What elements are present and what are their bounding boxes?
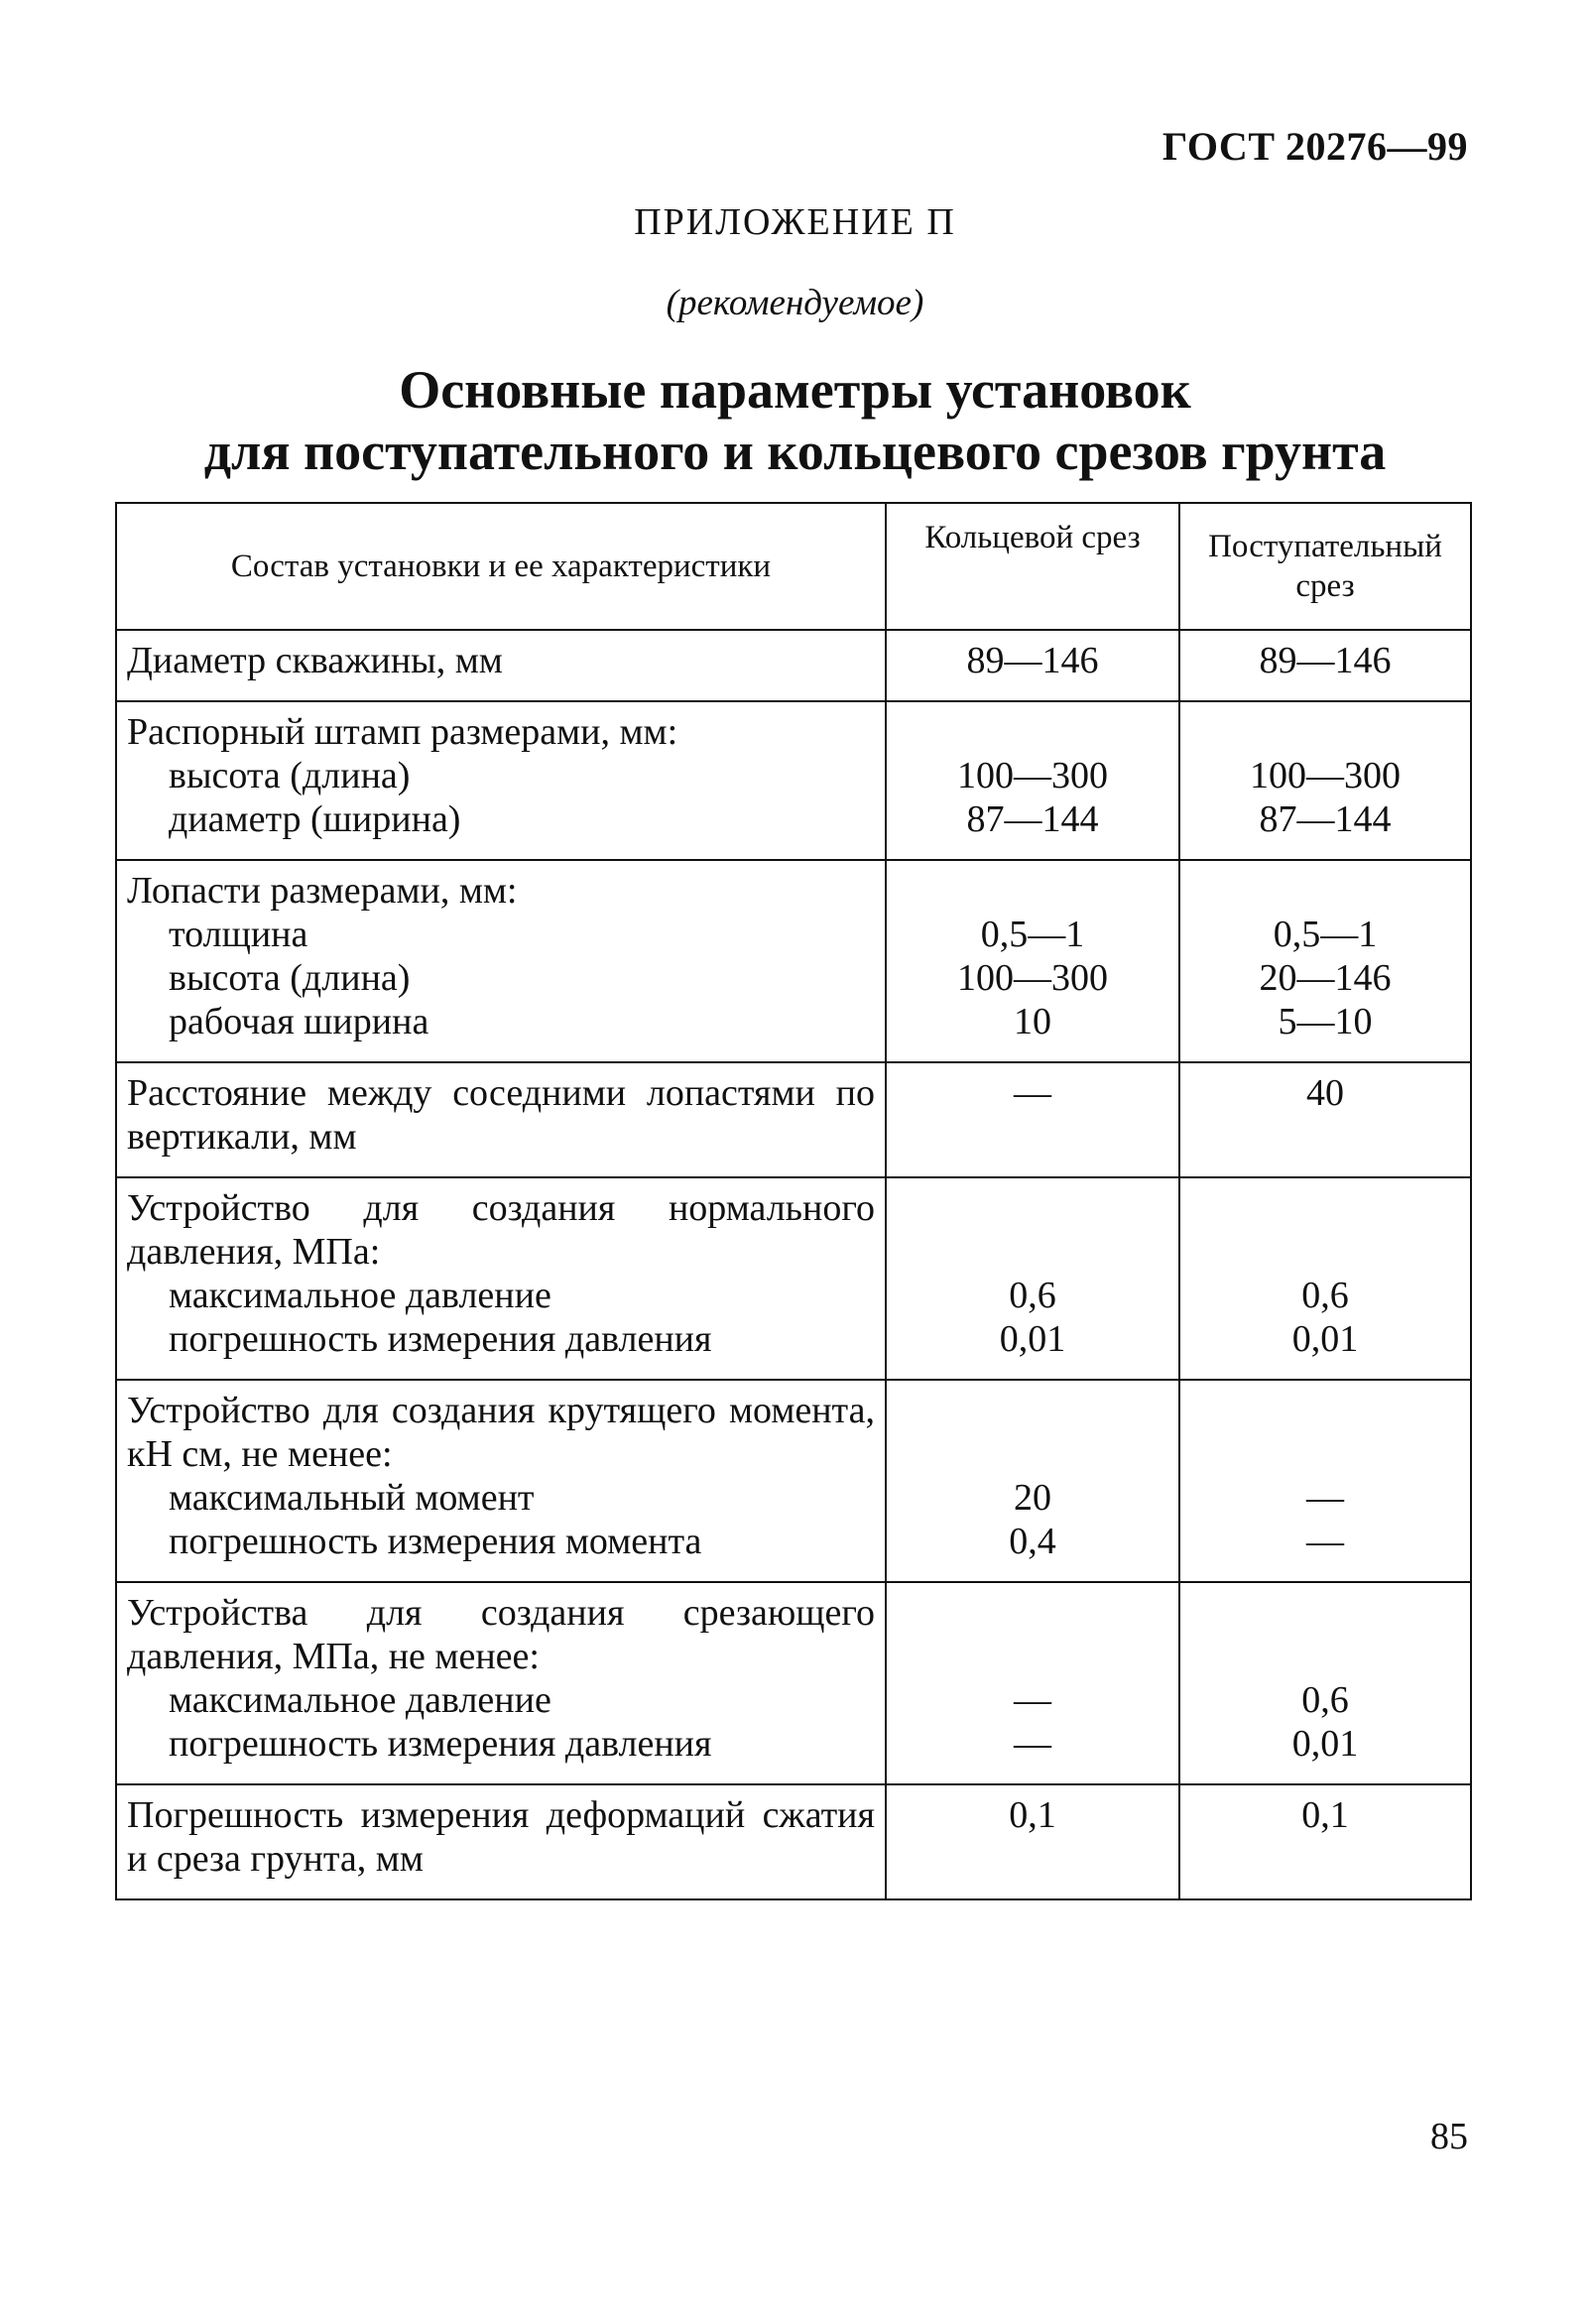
- value-text: —: [1306, 1477, 1344, 1519]
- sub-parameter-name: погрешность измерения давления: [169, 1723, 712, 1765]
- value-text: 87—144: [1259, 798, 1392, 840]
- sub-parameter-name: диаметр (ширина): [169, 798, 461, 840]
- ring-shear-cell: [886, 1784, 1179, 1899]
- sub-parameter-name: максимальное давление: [169, 1679, 551, 1721]
- parameter-cell: [116, 1784, 886, 1899]
- value-text: [893, 1591, 1172, 1678]
- title-line-1: Основные параметры установок: [399, 360, 1191, 420]
- value-text: 0,6: [1301, 1679, 1349, 1721]
- translational-shear-cell: [1179, 1582, 1471, 1784]
- title-line-2: для поступательного и кольцевого срезов грунта: [203, 422, 1387, 481]
- value-text: 0,4: [1009, 1521, 1056, 1562]
- value-text: [1186, 1591, 1464, 1678]
- page-title: [0, 359, 1590, 482]
- table-row: [116, 1582, 1471, 1784]
- ring-shear-cell: [886, 860, 1179, 1062]
- sub-parameter-name: высота (длина): [169, 755, 411, 796]
- header-ring-shear: Кольцевой срез: [886, 503, 1179, 630]
- ring-shear-cell: [886, 1380, 1179, 1582]
- value-text: [1186, 1186, 1464, 1274]
- translational-shear-cell: [1179, 860, 1471, 1062]
- appendix-label: ПРИЛОЖЕНИЕ П: [634, 201, 956, 243]
- value-text: 0,01: [1291, 1723, 1359, 1765]
- table-row: [116, 1784, 1471, 1899]
- sub-parameter-name: высота (длина): [169, 957, 411, 999]
- appendix-kind: (рекомендуемое): [666, 283, 924, 323]
- value-text: —: [1306, 1521, 1344, 1562]
- table-header-row: [116, 503, 1471, 630]
- parameter-name: Погрешность измерения деформаций сжатия и среза грунта, мм: [127, 1794, 875, 1880]
- value-text: 0,6: [1301, 1275, 1349, 1316]
- parameter-cell: [116, 630, 886, 701]
- value-text: 5—10: [1278, 1001, 1373, 1042]
- value-text: [893, 869, 1172, 913]
- value-text: 0,5—1: [980, 914, 1085, 955]
- table-row: [116, 1177, 1471, 1380]
- ring-shear-cell: [886, 630, 1179, 701]
- value-text: 100—300: [957, 957, 1108, 999]
- value-text: 0,1: [1009, 1794, 1056, 1836]
- parameter-name: Устройство для создания крутящего момента, кН см, не менее:: [127, 1390, 875, 1475]
- parameter-cell: [116, 860, 886, 1062]
- value-text: [893, 710, 1172, 754]
- translational-shear-cell: [1179, 701, 1471, 860]
- value-text: [1186, 869, 1464, 913]
- parameter-cell: [116, 701, 886, 860]
- value-text: 100—300: [957, 755, 1108, 796]
- parameter-name: Распорный штамп размерами, мм:: [127, 711, 678, 753]
- translational-shear-cell: [1179, 1784, 1471, 1899]
- table-row: [116, 701, 1471, 860]
- value-text: 10: [1014, 1001, 1051, 1042]
- translational-shear-cell: [1179, 1380, 1471, 1582]
- ring-shear-cell: [886, 1177, 1179, 1380]
- sub-parameter-name: толщина: [169, 914, 308, 955]
- value-text: —: [1014, 1723, 1051, 1765]
- parameter-name: Устройство для создания нормального давления, МПа:: [127, 1187, 875, 1273]
- value-text: 0,5—1: [1273, 914, 1378, 955]
- value-text: —: [1014, 1679, 1051, 1721]
- value-text: 87—144: [966, 798, 1099, 840]
- value-text: 89—146: [966, 640, 1099, 681]
- value-text: [893, 1186, 1172, 1274]
- parameter-name: Диаметр скважины, мм: [127, 640, 503, 681]
- sub-parameter-name: рабочая ширина: [169, 1001, 429, 1042]
- value-text: 20—146: [1259, 957, 1392, 999]
- value-text: [1186, 1389, 1464, 1476]
- value-text: [893, 1389, 1172, 1476]
- value-text: 0,01: [999, 1318, 1066, 1360]
- parameter-cell: [116, 1582, 886, 1784]
- sub-parameter-name: максимальное давление: [169, 1275, 551, 1316]
- parameters-table: [115, 502, 1472, 1900]
- table-row: [116, 630, 1471, 701]
- translational-shear-cell: [1179, 1177, 1471, 1380]
- table-body: [116, 630, 1471, 1899]
- translational-shear-cell: [1179, 1062, 1471, 1177]
- value-text: 0,1: [1301, 1794, 1349, 1836]
- table-row: [116, 860, 1471, 1062]
- value-text: 89—146: [1259, 640, 1392, 681]
- parameter-name: Расстояние между соседними лопастями по вертикали, мм: [127, 1072, 875, 1158]
- parameter-name: Устройства для создания срезающего давления, МПа, не менее:: [127, 1592, 875, 1677]
- value-text: 100—300: [1250, 755, 1401, 796]
- value-text: —: [1014, 1072, 1051, 1114]
- ring-shear-cell: [886, 1062, 1179, 1177]
- header-composition: Состав установки и ее характеристики: [116, 503, 886, 630]
- value-text: 20: [1014, 1477, 1051, 1519]
- value-text: 40: [1306, 1072, 1344, 1114]
- parameter-name: Лопасти размерами, мм:: [127, 870, 518, 912]
- value-text: 0,01: [1291, 1318, 1359, 1360]
- ring-shear-cell: [886, 1582, 1179, 1784]
- parameter-cell: [116, 1380, 886, 1582]
- document-code: ГОСТ 20276—99: [1162, 124, 1468, 169]
- parameter-cell: [116, 1062, 886, 1177]
- parameter-cell: [116, 1177, 886, 1380]
- table-row: [116, 1062, 1471, 1177]
- sub-parameter-name: погрешность измерения давления: [169, 1318, 712, 1360]
- ring-shear-cell: [886, 701, 1179, 860]
- sub-parameter-name: максимальный момент: [169, 1477, 535, 1519]
- table-row: [116, 1380, 1471, 1582]
- header-translational-shear: Поступательный срез: [1179, 503, 1471, 630]
- sub-parameter-name: погрешность измерения момента: [169, 1521, 702, 1562]
- page-number: 85: [1430, 2116, 1468, 2157]
- value-text: [1186, 710, 1464, 754]
- value-text: 0,6: [1009, 1275, 1056, 1316]
- translational-shear-cell: [1179, 630, 1471, 701]
